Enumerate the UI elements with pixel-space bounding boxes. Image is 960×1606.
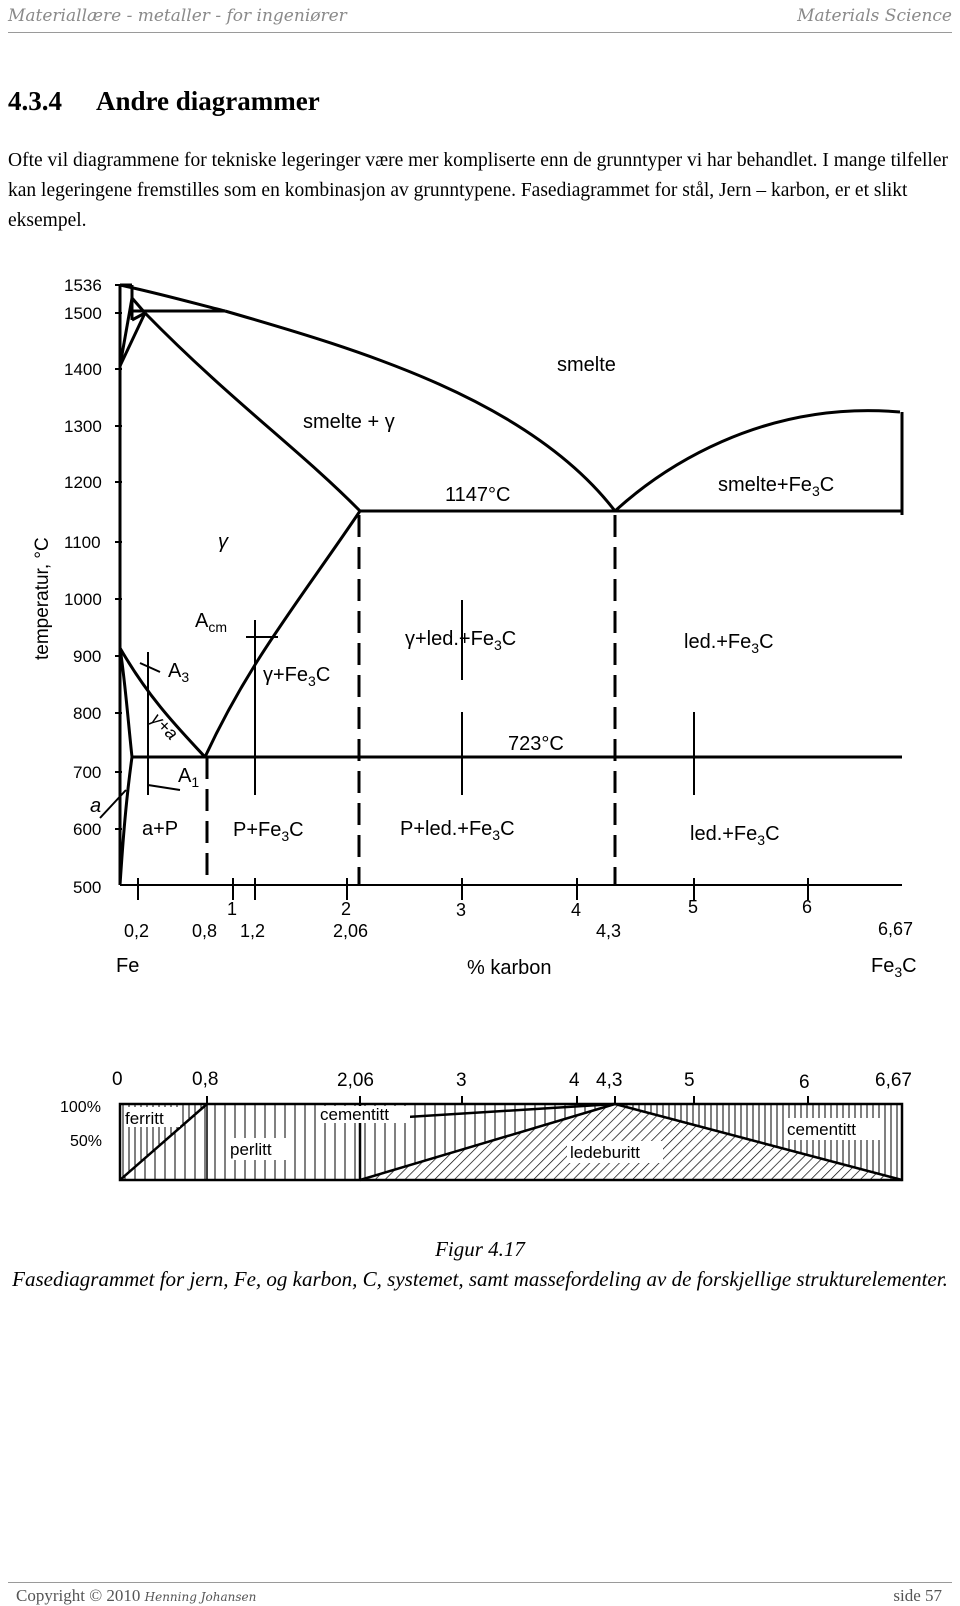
label-led-fe3c-low: $led.+Fe_3C$ [690, 823, 780, 848]
x-left-fe: Fe [116, 955, 140, 977]
bar-cementitt-top: cementitt [320, 1105, 389, 1124]
page-header [8, 6, 952, 33]
label-smelte-fe3c: $smelte+Fe_3C$ [718, 474, 835, 499]
x-axis [116, 897, 917, 980]
label-gamma: γ [218, 531, 228, 553]
figure-caption [0, 1234, 960, 1294]
label-a3: $A_3$ [168, 660, 190, 685]
label-a1: $A_1$ [178, 765, 200, 790]
y-tick-1100: 1100 [64, 533, 101, 552]
x-right-fe3c: $Fe_3C$ [871, 955, 917, 980]
label-alpha-p: a+P [142, 818, 179, 840]
label-1147: 1147°C [445, 484, 511, 506]
x-special-0-2: 0,2 [124, 921, 150, 941]
y-tick-500: 500 [73, 878, 102, 897]
x-special-1-2: 1,2 [240, 921, 266, 941]
bar-ledeburitt: ledeburitt [570, 1143, 640, 1162]
bar-top-4: 4 [569, 1070, 580, 1091]
x-major-5: 5 [688, 897, 699, 917]
label-alpha: a [90, 795, 102, 817]
bar-top-2-06: 2,06 [337, 1070, 374, 1091]
footer-signature: Henning Johansen [144, 1590, 257, 1604]
label-smelte-gamma: smelte + γ [303, 411, 395, 433]
y-tick-600: 600 [73, 820, 102, 839]
y-tick-1000: 1000 [64, 590, 102, 609]
footer-copyright: Copyright © 2010 Henning Johansen [16, 1586, 257, 1605]
bar-top-5: 5 [684, 1070, 695, 1091]
y-axis-label: temperatur, °C [32, 537, 53, 660]
y-tick-1500: 1500 [64, 304, 102, 323]
bar-cementitt-right: cementitt [787, 1120, 856, 1139]
x-special-0-8: 0,8 [192, 921, 218, 941]
y-tick-1536: 1536 [64, 276, 102, 295]
y-tick-700: 700 [73, 763, 102, 782]
label-gamma-fe3c: $\gamma+Fe_3C$ [263, 664, 331, 689]
label-p-fe3c: $P+Fe_3C$ [233, 819, 304, 844]
label-led-fe3c: $led.+Fe_3C$ [684, 631, 774, 656]
fe-c-phase-diagram-figure [0, 265, 960, 1225]
body-paragraph: Ofte vil diagrammene for tekniske legeringer være mer kompliserte enn de grunntyper vi har behandlet. I mange tilfeller kan legeringene fremstilles som en kombinasjon av grunntypene. Fasediagrammet for stål, Jern – karbon, er et slikt eksempel. [8, 150, 948, 231]
footer-page-number: side 57 [893, 1586, 942, 1605]
structure-bar [60, 1069, 912, 1180]
bar-top-4-3: 4,3 [596, 1070, 623, 1091]
x-major-2: 2 [341, 899, 352, 919]
y-tick-1400: 1400 [64, 360, 102, 379]
x-major-4: 4 [571, 900, 582, 920]
y-tick-1300: 1300 [64, 417, 102, 436]
x-special-6-67: 6,67 [878, 919, 914, 939]
bar-perlitt: perlitt [230, 1140, 272, 1159]
x-major-6: 6 [802, 897, 813, 917]
section-title: Andre diagrammer [96, 86, 320, 116]
bar-top-6: 6 [799, 1072, 810, 1093]
bar-top-0-8: 0,8 [192, 1069, 219, 1090]
label-gamma-alpha: γ+a [147, 708, 183, 744]
x-special-2-06: 2,06 [333, 921, 369, 941]
page-footer [8, 1582, 952, 1605]
label-723: 723°C [508, 733, 564, 755]
x-major-1: 1 [227, 899, 238, 919]
bar-top-3: 3 [456, 1070, 467, 1091]
label-smelte: smelte [557, 354, 616, 376]
y-tick-1200: 1200 [64, 473, 102, 492]
bar-pct-50: 50% [70, 1133, 103, 1150]
section-number: 4.3.4 [8, 86, 62, 116]
y-tick-900: 900 [73, 647, 102, 666]
phase-lines [120, 285, 902, 885]
bar-top-0: 0 [112, 1069, 123, 1090]
y-tick-800: 800 [73, 704, 102, 723]
x-special-4-3: 4,3 [596, 921, 622, 941]
section-heading [8, 86, 320, 117]
caption-figure-number: Figur 4.17 [435, 1237, 525, 1261]
label-gamma-led-fe3c: $\gamma+led.+Fe_3C$ [405, 628, 517, 653]
label-p-led-fe3c: $P+led.+Fe_3C$ [400, 818, 515, 843]
x-axis-label: % karbon [467, 957, 552, 979]
bar-top-6-67: 6,67 [875, 1070, 912, 1091]
x-major-3: 3 [456, 900, 467, 920]
bar-pct-100: 100% [60, 1099, 101, 1116]
header-right-title: Materials Science [797, 6, 952, 26]
bar-ferritt: ferritt [125, 1109, 164, 1128]
header-left-title: Materiallære - metaller - for ingeniører [8, 6, 347, 26]
caption-text: Fasediagrammet for jern, Fe, og karbon, C, systemet, samt massefordeling av de forskjellige strukturelementer. [12, 1267, 948, 1291]
label-acm: $A_{cm}$ [195, 610, 228, 635]
